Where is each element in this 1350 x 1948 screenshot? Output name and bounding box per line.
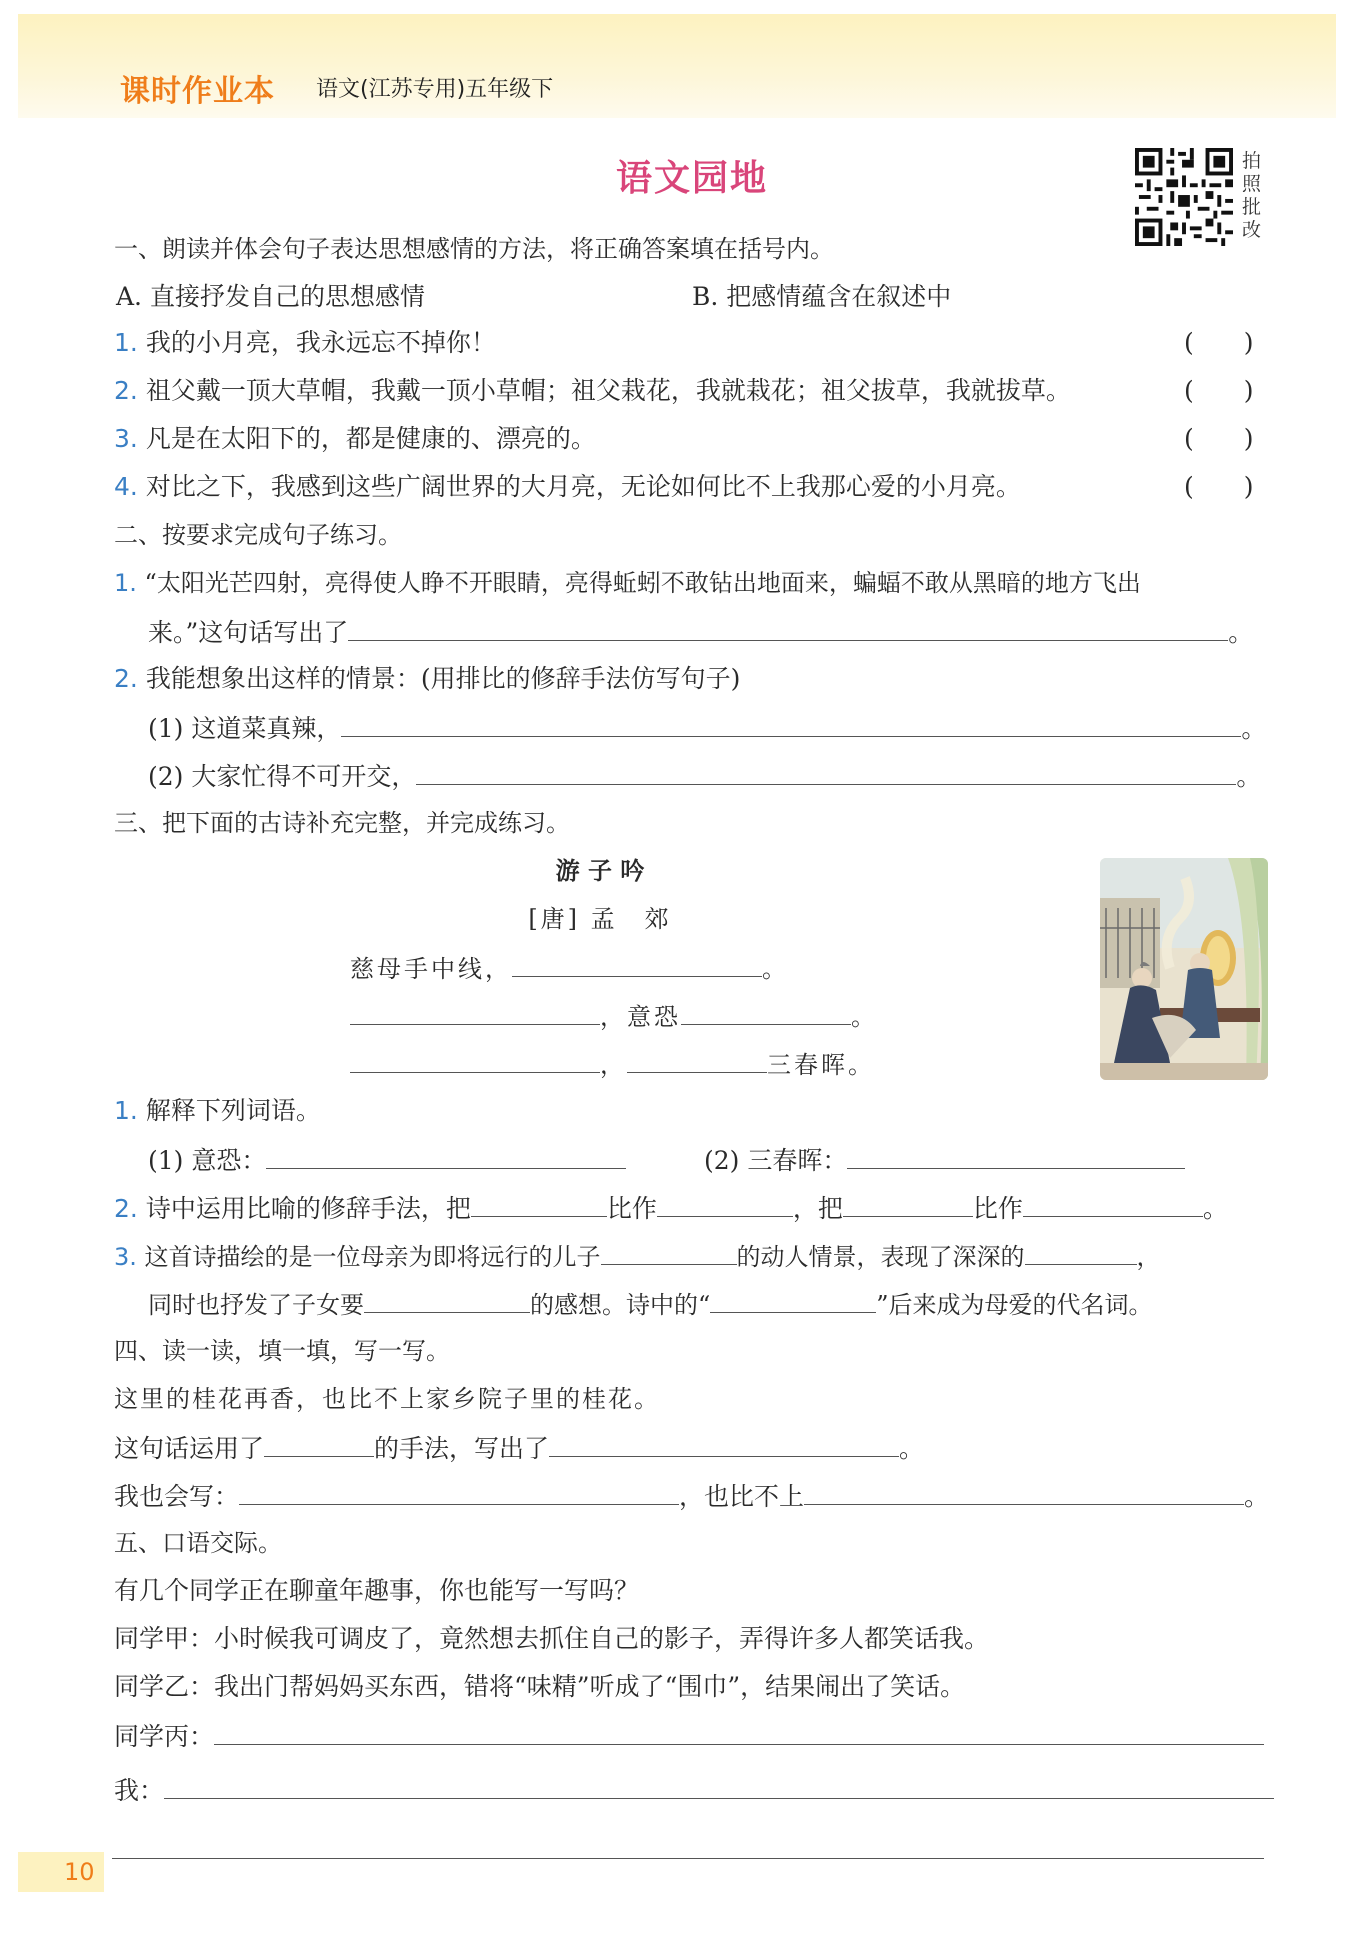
- answer-blank[interactable]: [1025, 1238, 1137, 1265]
- s2-q1-line1: 1. “太阳光芒四射，亮得使人睁不开眼睛，亮得蚯蚓不敢钻出地面来，蝙蝠不敢从黑暗的地方飞出: [114, 569, 1141, 597]
- section-1-heading: 一、朗读并体会句子表达思想感情的方法，将正确答案填在括号内。: [114, 235, 834, 263]
- section-2-heading: 二、按要求完成句子练习。: [114, 521, 402, 549]
- answer-blank[interactable]: [348, 614, 1228, 641]
- s5-student-c: 同学丙：: [114, 1718, 1264, 1754]
- brand-title: 课时作业本: [120, 74, 275, 109]
- s3-q3-line1: 3. 这首诗描绘的是一位母亲为即将远行的儿子 的动人情景，表现了深深的 ，: [114, 1238, 1161, 1274]
- s1-item-4: 4. 对比之下，我感到这些广阔世界的大月亮，无论如何比不上我那心爱的小月亮。: [114, 472, 1021, 501]
- option-a: A. 直接抒发自己的思想感情: [116, 282, 425, 311]
- answer-paren-4[interactable]: ( ): [1184, 472, 1254, 501]
- answer-blank[interactable]: [471, 1190, 607, 1217]
- mother-sewing-illustration: [1100, 858, 1268, 1080]
- s3-q1-2: (2) 三春晖：: [704, 1142, 1185, 1178]
- answer-blank[interactable]: [416, 758, 1236, 785]
- answer-blank[interactable]: [1023, 1190, 1203, 1217]
- s2-q2-2: (2) 大家忙得不可开交， 。: [148, 758, 1261, 794]
- poem-title: 游 子 吟: [555, 857, 645, 885]
- s2-q2-1: (1) 这道菜真辣， 。: [148, 710, 1266, 746]
- answer-blank[interactable]: [364, 1286, 530, 1313]
- poem-author: [唐] 孟 郊: [528, 905, 672, 933]
- answer-blank[interactable]: [266, 1142, 626, 1169]
- section-3-heading: 三、把下面的古诗补充完整，并完成练习。: [114, 809, 570, 837]
- subject-label: 语文(江苏专用)五年级下: [316, 77, 554, 102]
- answer-blank[interactable]: [214, 1718, 1264, 1745]
- section-5-heading: 五、口语交际。: [114, 1529, 282, 1557]
- section-4-heading: 四、读一读，填一填，写一写。: [114, 1337, 450, 1365]
- s3-q1: 1. 解释下列词语。: [114, 1096, 321, 1125]
- s3-q2: 2. 诗中运用比喻的修辞手法，把 比作 ，把 比作 。: [114, 1190, 1228, 1226]
- answer-blank[interactable]: [112, 1858, 1264, 1859]
- qr-caption: 拍照批改: [1242, 150, 1262, 241]
- answer-blank[interactable]: [627, 1046, 767, 1073]
- s4-line3: 我也会写： ，也比不上 。: [114, 1478, 1269, 1514]
- answer-blank[interactable]: [710, 1286, 876, 1313]
- s2-q1-line2: 来。”这句话写出了 。: [148, 614, 1253, 650]
- poem-line-3: ， 三春晖。: [350, 1046, 875, 1082]
- answer-blank[interactable]: [601, 1238, 737, 1265]
- answer-blank[interactable]: [549, 1430, 899, 1457]
- s1-item-2: 2. 祖父戴一顶大草帽，我戴一顶小草帽；祖父栽花，我就栽花；祖父拔草，我就拔草。: [114, 376, 1071, 405]
- s4-quote: 这里的桂花再香，也比不上家乡院子里的桂花。: [114, 1385, 660, 1413]
- answer-paren-3[interactable]: ( ): [1184, 424, 1254, 453]
- answer-blank[interactable]: [239, 1478, 679, 1505]
- poem-line-2: ，意恐 。: [350, 998, 878, 1034]
- s5-student-b: 同学乙：我出门帮妈妈买东西，错将“味精”听成了“围巾”，结果闹出了笑话。: [114, 1672, 966, 1701]
- answer-paren-2[interactable]: ( ): [1184, 376, 1254, 405]
- poem-line-1: 慈母手中线， 。: [350, 950, 789, 986]
- s5-prompt: 有几个同学正在聊童年趣事，你也能写一写吗？: [114, 1576, 640, 1605]
- s1-item-1: 1. 我的小月亮，我永远忘不掉你！: [114, 328, 496, 357]
- s2-q2: 2. 我能想象出这样的情景：(用排比的修辞手法仿写句子): [114, 664, 741, 693]
- s1-item-3: 3. 凡是在太阳下的，都是健康的、漂亮的。: [114, 424, 596, 453]
- answer-paren-1[interactable]: ( ): [1184, 328, 1254, 357]
- option-b: B. 把感情蕴含在叙述中: [692, 282, 952, 311]
- answer-blank[interactable]: [350, 998, 600, 1025]
- s5-me: 我：: [114, 1772, 1274, 1808]
- s4-line2: 这句话运用了 的手法，写出了 。: [114, 1430, 924, 1466]
- answer-blank[interactable]: [843, 1190, 973, 1217]
- s5-student-a: 同学甲：小时候我可调皮了，竟然想去抓住自己的影子，弄得许多人都笑话我。: [114, 1624, 990, 1653]
- answer-blank[interactable]: [847, 1142, 1185, 1169]
- answer-blank[interactable]: [681, 998, 851, 1025]
- answer-blank[interactable]: [264, 1430, 374, 1457]
- answer-blank[interactable]: [512, 950, 762, 977]
- page-title: 语文园地: [615, 158, 768, 199]
- qr-code-icon[interactable]: [1133, 148, 1235, 246]
- s3-q3-line2: 同时也抒发了子女要 的感想。诗中的“ ”后来成为母爱的代名词。: [148, 1286, 1153, 1322]
- answer-blank[interactable]: [657, 1190, 793, 1217]
- answer-blank[interactable]: [350, 1046, 600, 1073]
- answer-blank[interactable]: [341, 710, 1241, 737]
- page-number: 10: [64, 1858, 95, 1886]
- answer-blank[interactable]: [164, 1772, 1274, 1799]
- s3-q1-1: (1) 意恐：: [148, 1142, 626, 1178]
- answer-blank[interactable]: [804, 1478, 1244, 1505]
